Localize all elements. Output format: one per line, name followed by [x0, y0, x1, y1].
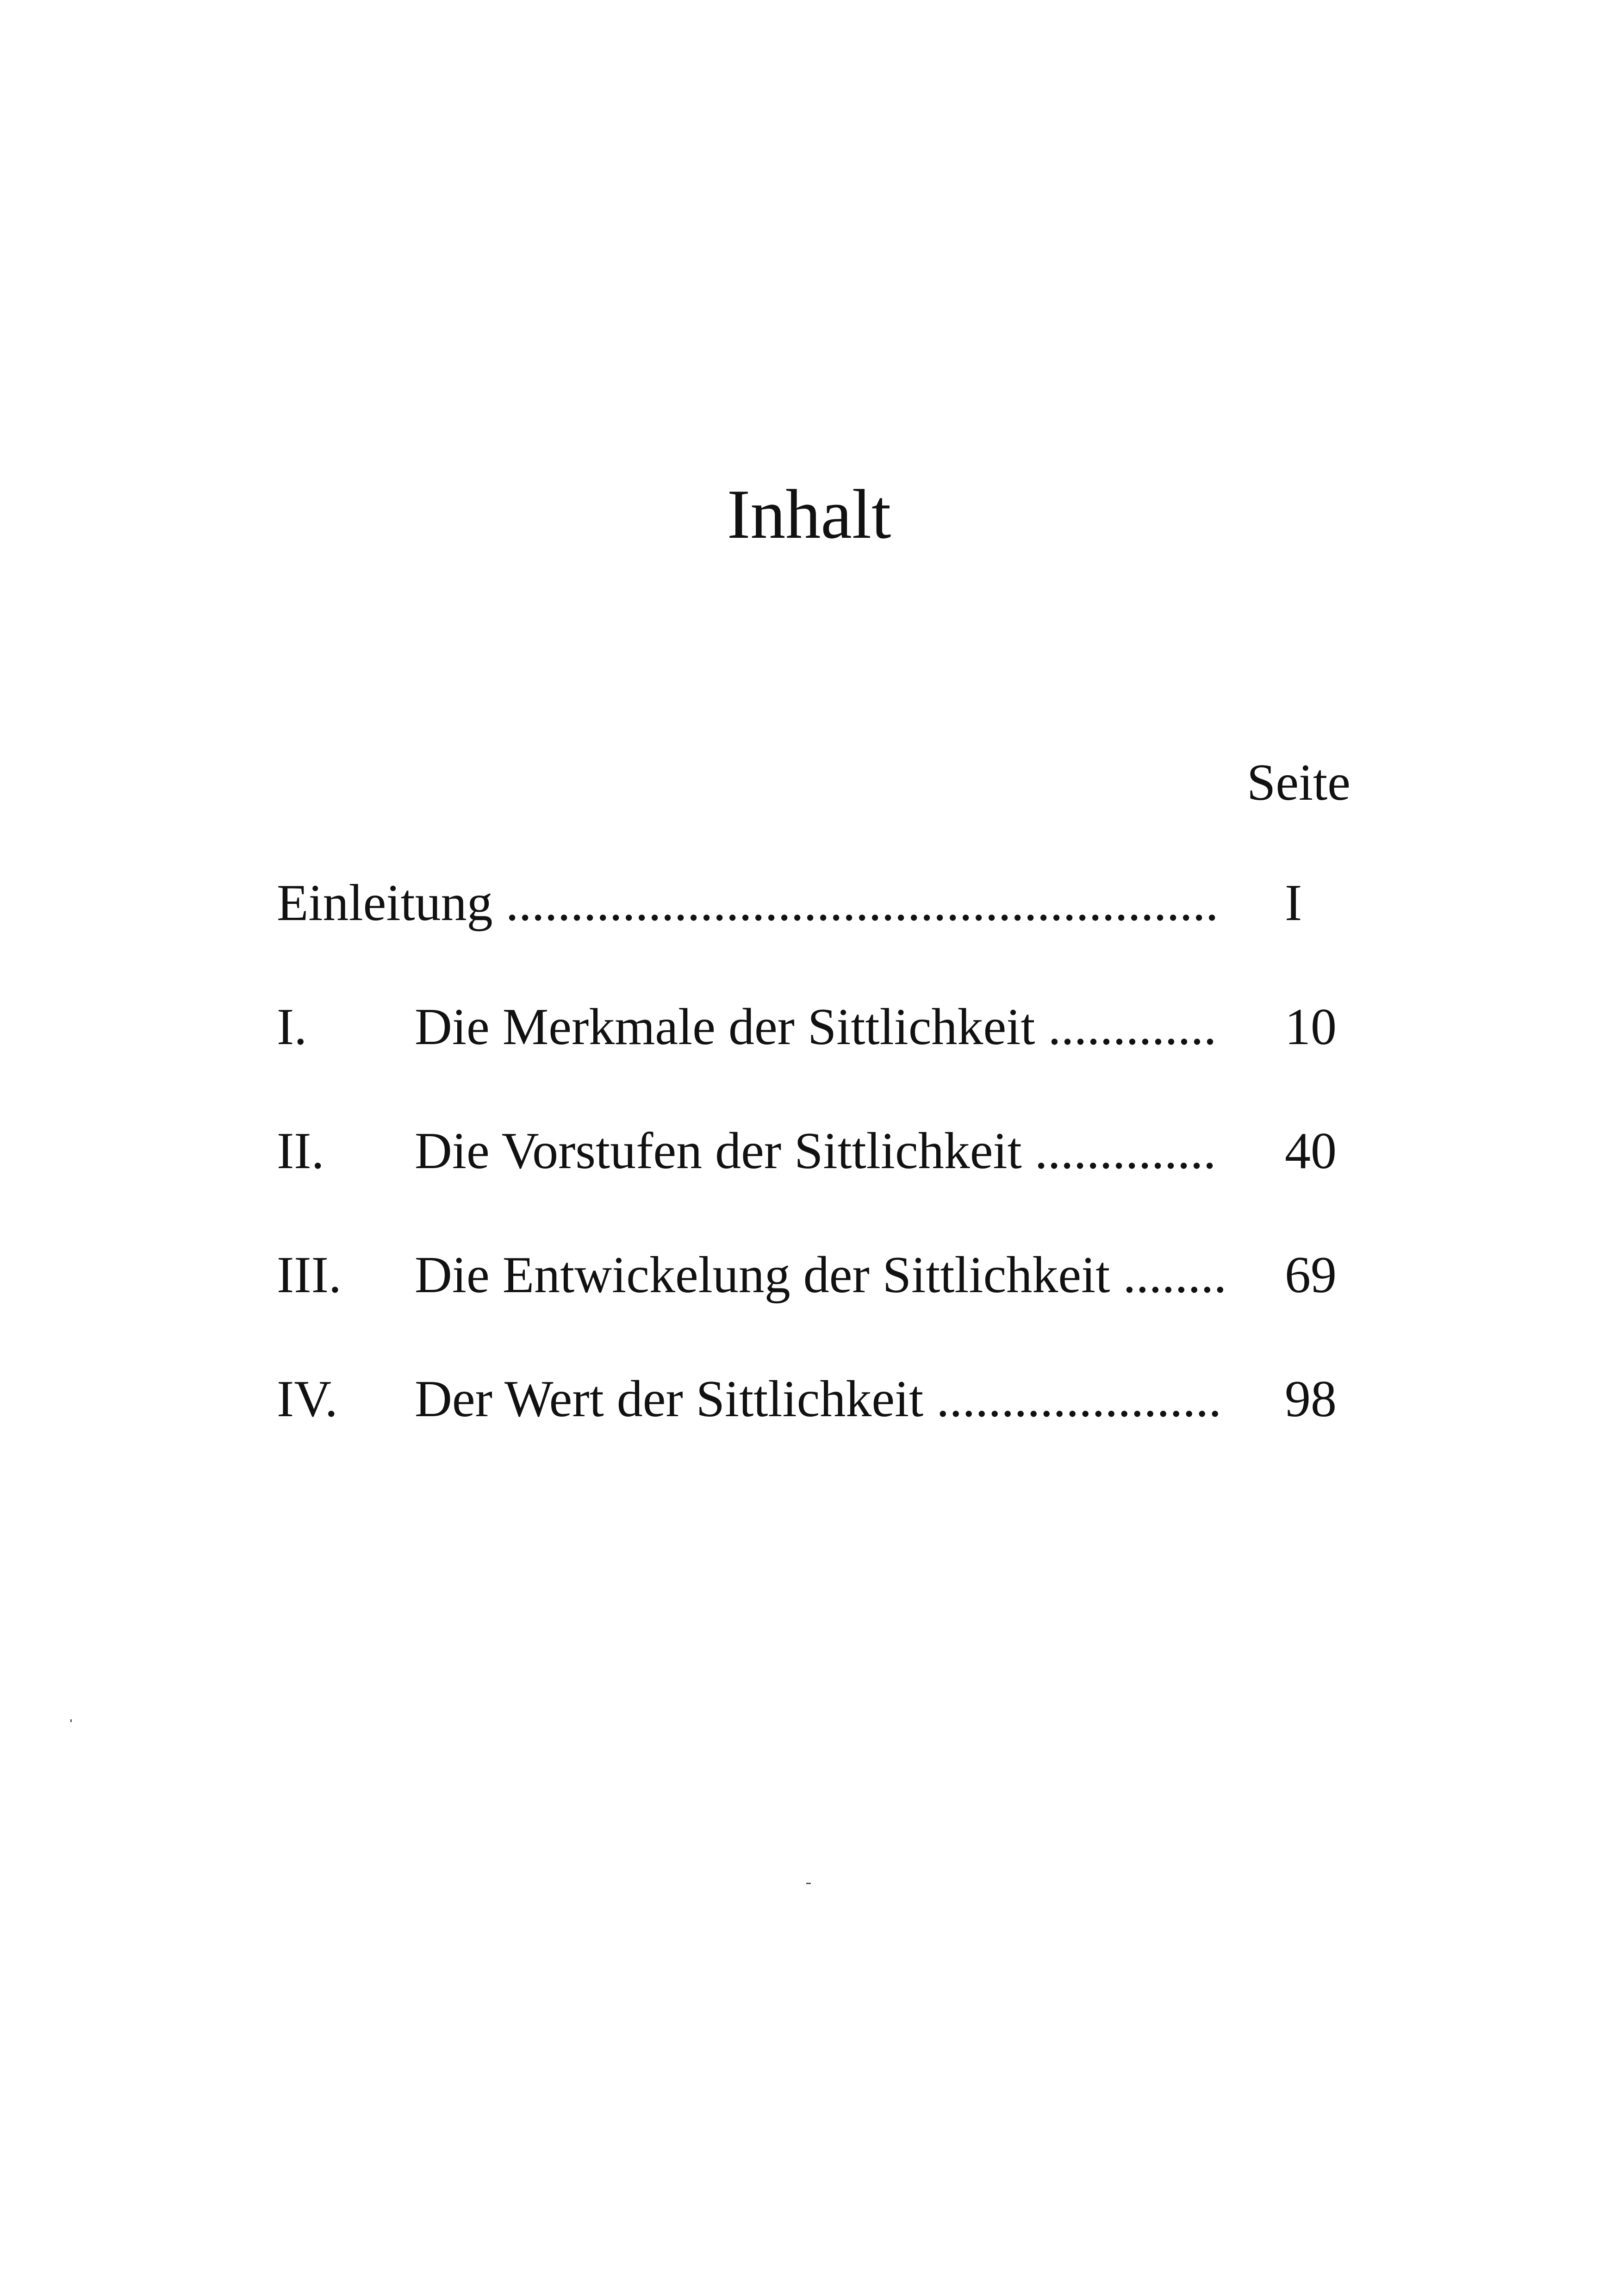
toc-entry-number: IV. — [277, 1370, 338, 1428]
toc-entry-chapter-1 — [277, 998, 1355, 1125]
page-title: Inhalt — [727, 475, 891, 553]
toc-entry-page: 40 — [1285, 1122, 1337, 1180]
toc-entry-number: I. — [277, 998, 307, 1056]
toc-entry-chapter-3 — [277, 1246, 1355, 1373]
toc-entry-chapter-2 — [277, 1122, 1355, 1249]
toc-entry-einleitung — [277, 874, 1355, 1001]
table-of-contents — [277, 874, 1355, 1497]
scan-speck — [806, 1883, 811, 1884]
toc-entry-page: I — [1285, 874, 1302, 932]
toc-entry-number: III. — [277, 1246, 342, 1304]
scan-speck — [70, 1719, 72, 1722]
toc-entry-chapter-4 — [277, 1370, 1355, 1497]
page-column-header: Seite — [1247, 754, 1350, 811]
toc-entry-label: Die Entwickelung der Sittlichkeit ........ — [415, 1246, 1227, 1304]
toc-entry-label: Der Wert der Sittlichkeit ...................... — [415, 1370, 1222, 1428]
toc-entry-label: Die Vorstufen der Sittlichkeit .............. — [415, 1122, 1216, 1180]
toc-entry-label: Einleitung ....................................................... — [277, 874, 1219, 932]
toc-entry-number: II. — [277, 1122, 324, 1180]
toc-entry-page: 69 — [1285, 1246, 1337, 1304]
toc-entry-label: Die Merkmale der Sittlichkeit ............. — [415, 998, 1217, 1056]
toc-entry-page: 98 — [1285, 1370, 1337, 1428]
toc-entry-page: 10 — [1285, 998, 1337, 1056]
